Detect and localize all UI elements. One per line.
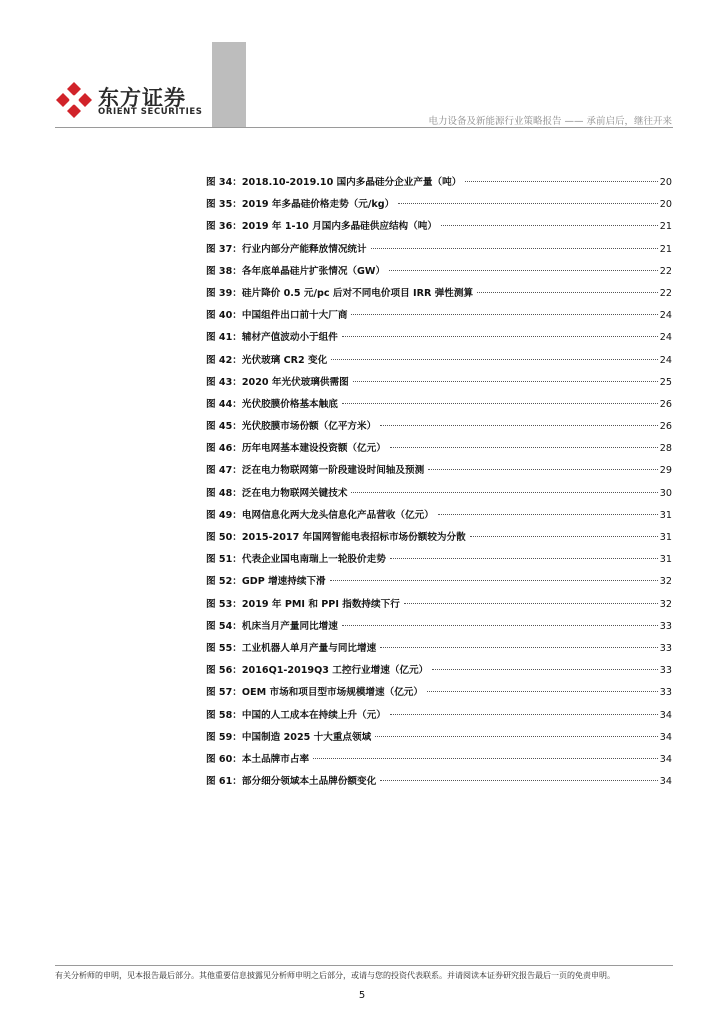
toc-entry-page: 30 bbox=[659, 487, 672, 499]
toc-entry[interactable] bbox=[206, 682, 672, 704]
toc-entry[interactable] bbox=[206, 483, 672, 505]
toc-entry-label: 图 59：中国制造 2025 十大重点领域 bbox=[206, 731, 372, 743]
toc-dot-leader bbox=[477, 292, 658, 293]
toc-dot-leader bbox=[432, 669, 658, 670]
toc-entry-page: 24 bbox=[659, 332, 672, 344]
toc-entry-label: 图 60：本土品牌市占率 bbox=[206, 753, 310, 765]
toc-dot-leader bbox=[351, 492, 657, 493]
toc-entry[interactable] bbox=[206, 549, 672, 571]
footer-disclaimer: 有关分析师的申明，见本报告最后部分。其他重要信息披露见分析师申明之后部分，或请与您的投资代表联系。并请阅读本证券研究报告最后一页的免责申明。 bbox=[55, 971, 615, 980]
toc-entry[interactable] bbox=[206, 505, 672, 527]
toc-entry[interactable] bbox=[206, 327, 672, 349]
figure-index-list bbox=[206, 172, 672, 793]
toc-entry-page: 34 bbox=[659, 776, 672, 788]
toc-entry-page: 26 bbox=[659, 398, 672, 410]
report-title: 电力设备及新能源行业策略报告 —— 承前启后，继往开来 bbox=[428, 116, 672, 127]
toc-entry[interactable] bbox=[206, 239, 672, 261]
toc-entry[interactable] bbox=[206, 594, 672, 616]
toc-entry[interactable] bbox=[206, 749, 672, 771]
page-number: 5 bbox=[358, 990, 366, 1001]
toc-entry[interactable] bbox=[206, 571, 672, 593]
toc-entry-label: 图 37：行业内部分产能释放情况统计 bbox=[206, 243, 367, 255]
toc-dot-leader bbox=[342, 625, 658, 626]
footer-divider bbox=[55, 965, 673, 966]
toc-entry[interactable] bbox=[206, 705, 672, 727]
toc-entry-label: 图 41：辅材产值波动小于组件 bbox=[206, 332, 338, 344]
logo-chinese-name: 东方证券 bbox=[98, 86, 186, 110]
toc-entry[interactable] bbox=[206, 283, 672, 305]
toc-entry-page: 21 bbox=[659, 221, 672, 233]
toc-dot-leader bbox=[313, 758, 658, 759]
toc-dot-leader bbox=[380, 647, 658, 648]
toc-entry-label: 图 42：光伏玻璃 CR2 变化 bbox=[206, 354, 328, 366]
toc-entry-page: 32 bbox=[659, 576, 672, 588]
toc-entry[interactable] bbox=[206, 216, 672, 238]
toc-entry-label: 图 50：2015-2017 年国网智能电表招标市场份额较为分散 bbox=[206, 532, 466, 543]
header-gray-tab bbox=[212, 42, 246, 127]
toc-dot-leader bbox=[470, 536, 658, 537]
toc-entry[interactable] bbox=[206, 372, 672, 394]
toc-entry-page: 26 bbox=[659, 421, 672, 433]
toc-entry[interactable] bbox=[206, 460, 672, 482]
toc-entry-page: 29 bbox=[659, 465, 672, 477]
toc-entry[interactable] bbox=[206, 394, 672, 416]
toc-entry-page: 21 bbox=[659, 243, 672, 255]
toc-entry-page: 25 bbox=[659, 376, 672, 388]
toc-dot-leader bbox=[438, 514, 658, 515]
toc-entry[interactable] bbox=[206, 660, 672, 682]
toc-entry-page: 34 bbox=[659, 709, 672, 721]
toc-dot-leader bbox=[390, 447, 658, 448]
toc-entry[interactable] bbox=[206, 771, 672, 793]
toc-entry-label: 图 49：电网信息化两大龙头信息化产品营收（亿元） bbox=[206, 509, 434, 521]
toc-entry-label: 图 51：代表企业国电南瑞上一轮股价走势 bbox=[206, 554, 386, 566]
toc-entry-page: 24 bbox=[659, 310, 672, 322]
toc-entry-page: 31 bbox=[659, 554, 672, 566]
toc-entry-label: 图 40：中国组件出口前十大厂商 bbox=[206, 310, 348, 322]
toc-entry[interactable] bbox=[206, 527, 672, 549]
toc-dot-leader bbox=[371, 248, 658, 249]
toc-dot-leader bbox=[398, 203, 658, 204]
toc-entry-page: 31 bbox=[659, 509, 672, 521]
toc-dot-leader bbox=[375, 736, 658, 737]
toc-entry-label: 图 54：机床当月产量同比增速 bbox=[206, 620, 338, 632]
toc-dot-leader bbox=[428, 469, 658, 470]
toc-dot-leader bbox=[330, 580, 658, 581]
toc-dot-leader bbox=[342, 336, 658, 337]
toc-entry-page: 34 bbox=[659, 731, 672, 743]
toc-entry-label: 图 44：光伏胶膜价格基本触底 bbox=[206, 398, 338, 410]
logo-english-name: ORIENT SECURITIES bbox=[98, 107, 203, 117]
toc-entry-label: 图 38：各年底单晶硅片扩张情况（GW） bbox=[206, 265, 386, 277]
toc-dot-leader bbox=[351, 314, 657, 315]
toc-entry-label: 图 34：2018.10-2019.10 国内多晶硅分企业产量（吨） bbox=[206, 177, 462, 188]
toc-entry[interactable] bbox=[206, 616, 672, 638]
toc-dot-leader bbox=[342, 403, 658, 404]
toc-entry[interactable] bbox=[206, 638, 672, 660]
toc-entry-label: 图 46：历年电网基本建设投资额（亿元） bbox=[206, 443, 386, 455]
toc-entry-page: 22 bbox=[659, 265, 672, 277]
toc-dot-leader bbox=[465, 181, 657, 182]
toc-entry-label: 图 56：2016Q1-2019Q3 工控行业增速（亿元） bbox=[206, 665, 429, 677]
toc-entry[interactable] bbox=[206, 416, 672, 438]
company-logo bbox=[54, 80, 204, 124]
toc-entry-label: 图 57：OEM 市场和项目型市场规模增速（亿元） bbox=[206, 687, 423, 699]
toc-entry[interactable] bbox=[206, 727, 672, 749]
toc-dot-leader bbox=[380, 780, 658, 781]
toc-entry-label: 图 58：中国的人工成本在持续上升（元） bbox=[206, 709, 386, 721]
toc-entry-label: 图 36：2019 年 1-10 月国内多晶硅供应结构（吨） bbox=[206, 221, 437, 233]
toc-entry-label: 图 39：硅片降价 0.5 元/pc 后对不同电价项目 IRR 弹性测算 bbox=[206, 287, 474, 299]
toc-entry-page: 20 bbox=[659, 177, 672, 188]
toc-entry-page: 20 bbox=[659, 199, 672, 211]
toc-entry-label: 图 52：GDP 增速持续下滑 bbox=[206, 576, 326, 588]
toc-entry-label: 图 61：部分细分领域本土品牌份额变化 bbox=[206, 776, 377, 788]
toc-dot-leader bbox=[390, 714, 658, 715]
toc-entry[interactable] bbox=[206, 438, 672, 460]
toc-entry[interactable] bbox=[206, 172, 672, 194]
toc-dot-leader bbox=[331, 359, 658, 360]
toc-entry-page: 28 bbox=[659, 443, 672, 455]
toc-dot-leader bbox=[353, 381, 658, 382]
toc-dot-leader bbox=[380, 425, 658, 426]
toc-entry-page: 24 bbox=[659, 354, 672, 366]
toc-dot-leader bbox=[441, 225, 658, 226]
toc-entry-label: 图 47：泛在电力物联网第一阶段建设时间轴及预测 bbox=[206, 465, 425, 477]
orient-logo-icon bbox=[54, 80, 94, 120]
toc-entry[interactable] bbox=[206, 194, 672, 216]
toc-entry-label: 图 45：光伏胶膜市场份额（亿平方米） bbox=[206, 421, 377, 433]
toc-entry[interactable] bbox=[206, 350, 672, 372]
toc-entry-label: 图 43：2020 年光伏玻璃供需图 bbox=[206, 376, 349, 388]
toc-entry-page: 33 bbox=[659, 687, 672, 699]
toc-entry-page: 31 bbox=[659, 532, 672, 543]
toc-dot-leader bbox=[427, 691, 658, 692]
toc-entry-label: 图 53：2019 年 PMI 和 PPI 指数持续下行 bbox=[206, 598, 400, 610]
toc-entry[interactable] bbox=[206, 261, 672, 283]
toc-entry-page: 34 bbox=[659, 753, 672, 765]
toc-entry-label: 图 55：工业机器人单月产量与同比增速 bbox=[206, 642, 377, 654]
toc-entry-page: 32 bbox=[659, 598, 672, 610]
toc-dot-leader bbox=[390, 558, 658, 559]
toc-entry-page: 33 bbox=[659, 620, 672, 632]
toc-entry-page: 33 bbox=[659, 665, 672, 677]
toc-entry-page: 22 bbox=[659, 287, 672, 299]
toc-entry-label: 图 48：泛在电力物联网关键技术 bbox=[206, 487, 348, 499]
toc-entry-page: 33 bbox=[659, 642, 672, 654]
toc-entry-label: 图 35：2019 年多晶硅价格走势（元/kg） bbox=[206, 199, 395, 211]
toc-entry[interactable] bbox=[206, 305, 672, 327]
header-divider bbox=[55, 127, 673, 128]
toc-dot-leader bbox=[404, 603, 658, 604]
toc-dot-leader bbox=[389, 270, 658, 271]
